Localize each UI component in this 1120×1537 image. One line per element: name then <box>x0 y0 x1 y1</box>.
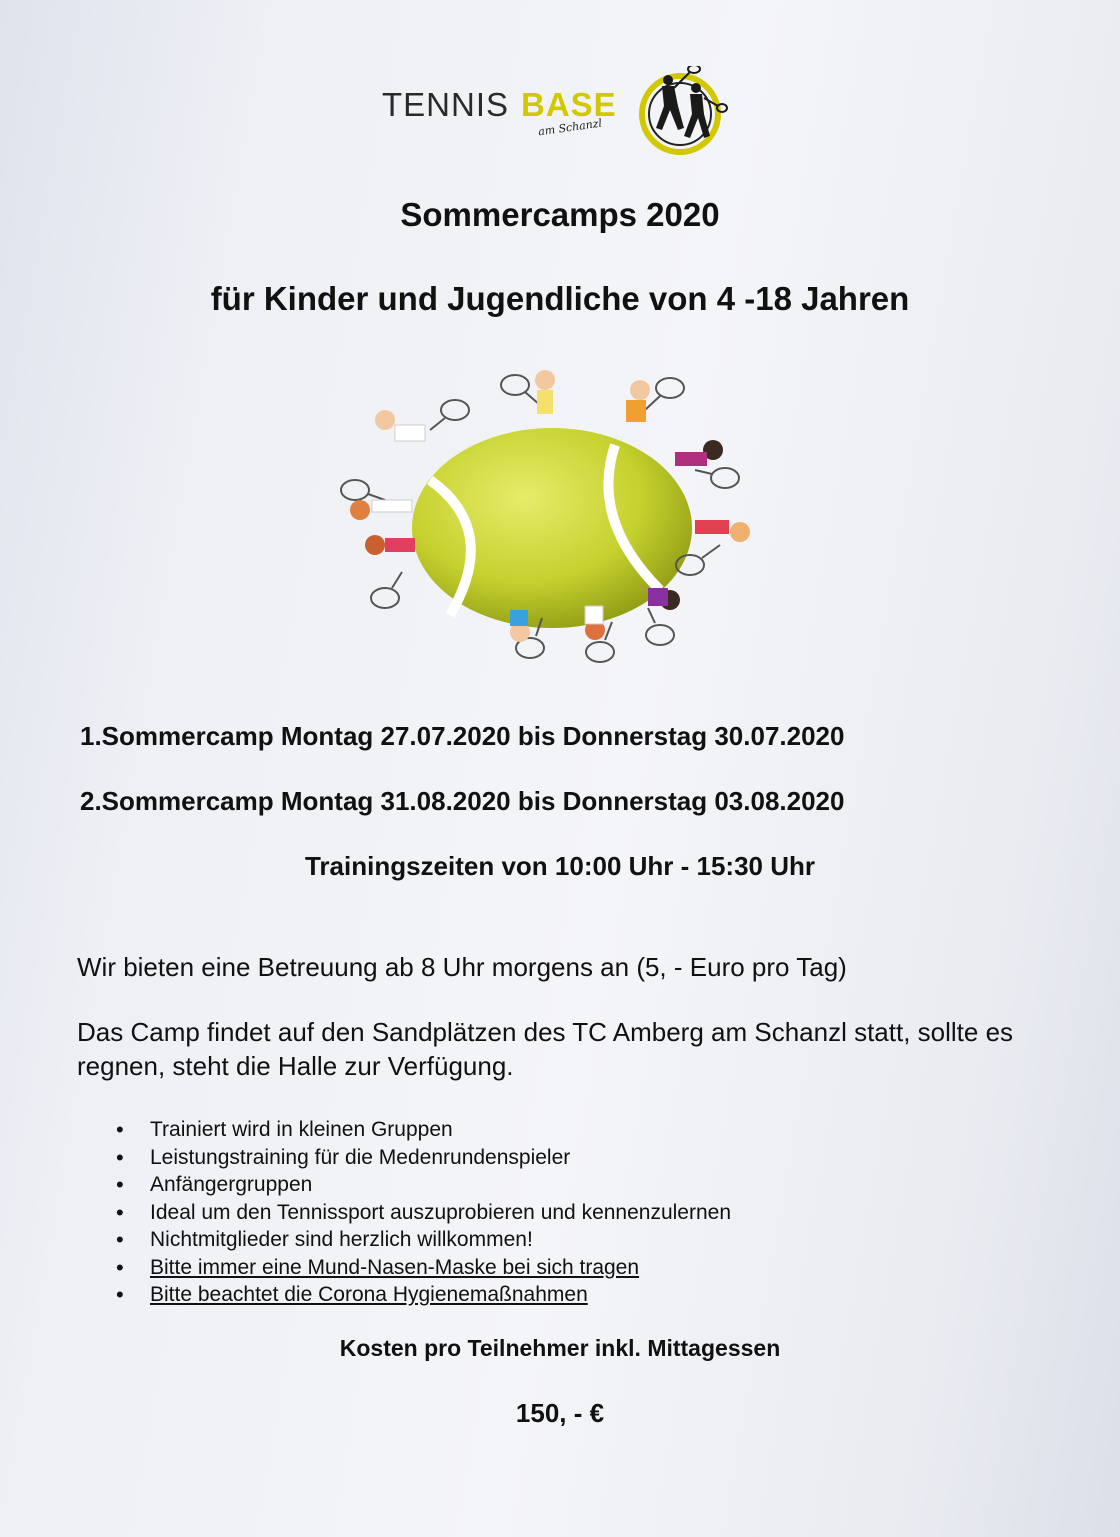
venue-paragraph: Das Camp findet auf den Sandplätzen des TC Amberg am Schanzl statt, sollte es regnen, steht die Halle zur Verfügung. <box>77 1017 1014 1081</box>
illustration <box>330 360 780 670</box>
list-item: • Nichtmitglieder sind herzlich willkommen! <box>116 1228 731 1256</box>
feature-list <box>116 1118 731 1311</box>
logo-word-base: BASE <box>521 86 617 123</box>
training-times: Trainingszeiten von 10:00 Uhr - 15:30 Uhr <box>304 851 816 881</box>
cost-label: Kosten pro Teilnehmer inkl. Mittagessen <box>339 1335 781 1361</box>
list-item: • Ideal um den Tennissport auszuprobieren und kennenzulernen <box>116 1201 731 1229</box>
logo-tagline: am Schanzl <box>537 116 603 139</box>
list-item-hygiene-notice: • Bitte beachtet die Corona Hygienemaßnahmen <box>116 1283 731 1311</box>
care-paragraph: Wir bieten eine Betreuung ab 8 Uhr morgens an (5, - Euro pro Tag) <box>77 952 847 982</box>
list-item: • Trainiert wird in kleinen Gruppen <box>116 1118 731 1146</box>
list-item-mask-notice: • Bitte immer eine Mund-Nasen-Maske bei sich tragen <box>116 1256 731 1284</box>
tennisbase-logo <box>380 66 740 156</box>
page-subtitle: für Kinder und Jugendliche von 4 -18 Jahren <box>210 280 910 317</box>
tennis-players-emblem-icon <box>618 66 728 156</box>
page-title: Sommercamps 2020 <box>400 196 720 233</box>
list-item: • Leistungstraining für die Medenrundenspieler <box>116 1146 731 1174</box>
list-item: • Anfängergruppen <box>116 1173 731 1201</box>
camp-date-2: 2.Sommercamp Montag 31.08.2020 bis Donnerstag 03.08.2020 <box>80 786 845 816</box>
tennis-ball-kids-icon <box>330 360 780 670</box>
camp-date-1: 1.Sommercamp Montag 27.07.2020 bis Donnerstag 30.07.2020 <box>80 721 845 751</box>
logo-word-tennis: TENNIS <box>382 86 510 123</box>
price: 150, - € <box>515 1398 605 1428</box>
